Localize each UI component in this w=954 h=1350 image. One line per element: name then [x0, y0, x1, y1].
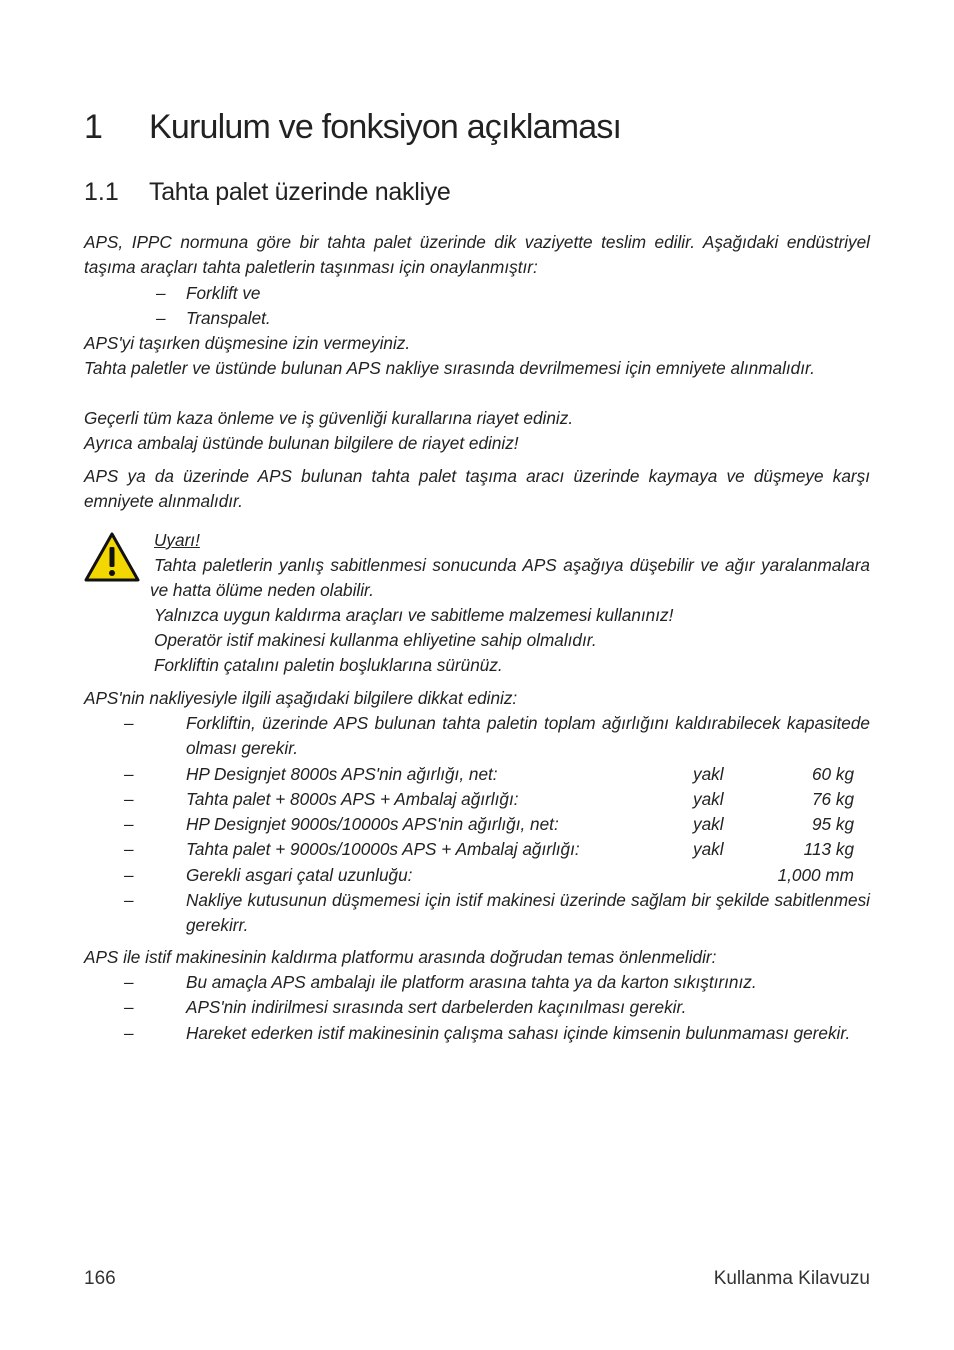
weight-label: HP Designjet 9000s/10000s APS'nin ağırlığı, net:	[186, 814, 559, 834]
contact-intro: APS ile istif makinesinin kaldırma platformu arasında doğrudan temas önlenmelidir:	[84, 947, 717, 967]
contact-item: APS'nin indirilmesi sırasında sert darbelerden kaçınılması gerekir.	[186, 997, 687, 1017]
warning-line: Operatör istif makinesi kullanma ehliyetine sahip olmalıdır.	[154, 630, 597, 650]
contact-item: Bu amaçla APS ambalajı ile platform arasına tahta ya da karton sıkıştırınız.	[186, 972, 757, 992]
list-dash: –	[124, 1023, 134, 1043]
list-dash: –	[124, 814, 134, 834]
list-dash: –	[124, 789, 134, 809]
rule-no-drop: APS'yi taşırken düşmesine izin vermeyiniz.	[84, 333, 411, 353]
rule-packaging: Ayrıca ambalaj üstünde bulunan bilgilere de riayet ediniz!	[84, 433, 519, 453]
rule-secure-pallet: Tahta paletler ve üstünde bulunan APS nakliye sırasında devrilmemesi için emniyete alınmalıdır.	[84, 358, 815, 378]
chapter-number: 1	[84, 108, 103, 146]
list-dash: –	[156, 283, 166, 303]
weight-value: 60 kg	[811, 764, 854, 784]
weight-approx: yakl	[693, 789, 724, 809]
page-number: 166	[84, 1268, 116, 1289]
weight-label: Tahta palet + 8000s APS + Ambalaj ağırlığı:	[186, 789, 519, 809]
secure-note: APS ya da üzerinde APS bulunan tahta palet taşıma aracı üzerinde kaymaya ve düşmeye karşı emniyete alınmalıdır.	[84, 466, 870, 511]
weight-label: HP Designjet 8000s APS'nin ağırlığı, net:	[186, 764, 498, 784]
weight-label: Gerekli asgari çatal uzunluğu:	[186, 865, 413, 885]
warning-line: Yalnızca uygun kaldırma araçları ve sabitleme malzemesi kullanınız!	[154, 605, 674, 625]
weight-value: 95 kg	[811, 814, 854, 834]
list-dash: –	[124, 839, 134, 859]
weight-label: Tahta palet + 9000s/10000s APS + Ambalaj ağırlığı:	[186, 839, 580, 859]
weight-approx: yakl	[693, 814, 724, 834]
weight-approx: yakl	[693, 764, 724, 784]
intro-paragraph: APS, IPPC normuna göre bir tahta palet üzerinde dik vaziyette teslim edilir. Aşağıdaki endüstriyel taşıma araçları tahta paletlerin taşınması için onaylanmıştır:	[84, 232, 870, 277]
section-title: Tahta palet üzerinde nakliye	[149, 178, 451, 206]
warning-triangle-icon	[84, 532, 140, 582]
warning-title: Uyarı!	[154, 530, 200, 550]
transport-item-secure-box: Nakliye kutusunun düşmemesi için istif makinesi üzerinde sağlam bir şekilde sabitlenmesi gerekirr.	[186, 890, 870, 935]
list-dash: –	[124, 764, 134, 784]
transport-intro: APS'nin nakliyesiyle ilgili aşağıdaki bilgilere dikkat ediniz:	[84, 688, 518, 708]
warning-line: Tahta paletlerin yanlış sabitlenmesi sonucunda APS aşağıya düşebilir ve ağır yaralanmalara ve hatta ölüme neden olabilir.	[150, 555, 870, 600]
warning-line: Forkliftin çatalını paletin boşluklarına sürünüz.	[154, 655, 503, 675]
weight-value: 76 kg	[811, 789, 854, 809]
list-dash: –	[124, 713, 134, 733]
section-number: 1.1	[84, 178, 119, 206]
contact-item: Hareket ederken istif makinesinin çalışma sahası içinde kimsenin bulunmaması gerekir.	[186, 1023, 851, 1043]
vehicle-item-forklift: Forklift ve	[186, 283, 261, 303]
list-dash: –	[124, 865, 134, 885]
list-dash: –	[156, 308, 166, 328]
weight-approx: yakl	[693, 839, 724, 859]
rule-safety: Geçerli tüm kaza önleme ve iş güvenliği kurallarına riayet ediniz.	[84, 408, 574, 428]
vehicle-item-transpalet: Transpalet.	[186, 308, 271, 328]
manual-title: Kullanma Kilavuzu	[713, 1268, 870, 1289]
list-dash: –	[124, 997, 134, 1017]
transport-item-capacity: Forkliftin, üzerinde APS bulunan tahta paletin toplam ağırlığını kaldırabilecek kapasitede olması gerekir.	[186, 713, 870, 758]
list-dash: –	[124, 972, 134, 992]
weight-value: 113 kg	[803, 839, 854, 859]
chapter-title: Kurulum ve fonksiyon açıklaması	[149, 108, 622, 146]
list-dash: –	[124, 890, 134, 910]
weight-value: 1,000 mm	[777, 865, 854, 885]
